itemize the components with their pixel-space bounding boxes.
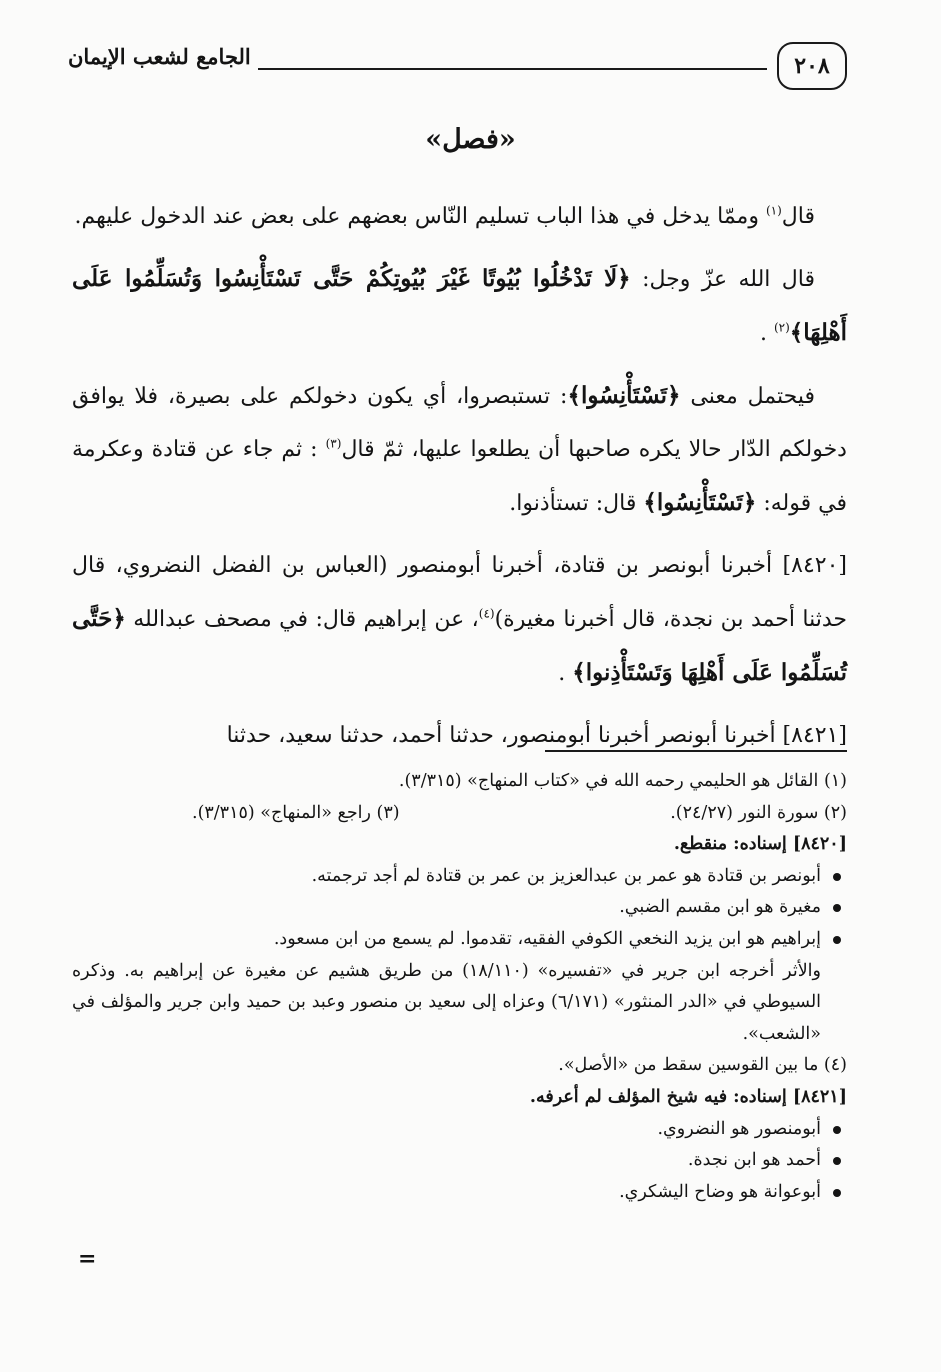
list-item: أبونصر بن قتادة هو عمر بن عبدالعزيز بن عمر بن قتادة لم أجد ترجمته. bbox=[72, 861, 847, 893]
quran-verse: ﴿حَتَّى تُسَلِّمُوا عَلَى أَهْلِهَا وَتَسْتَأْذِنوا﴾ bbox=[72, 605, 847, 686]
footnote-ref-4[interactable]: (٤) bbox=[478, 606, 495, 621]
footnote-ref-1[interactable]: (١) bbox=[765, 203, 782, 218]
page-number: ٢٠٨ bbox=[794, 53, 830, 79]
section-title: «فصل» bbox=[425, 124, 516, 155]
book-title: الجامع لشعب الإيمان bbox=[68, 44, 251, 69]
footnote-ref-2[interactable]: (٢) bbox=[773, 320, 790, 335]
footnote-8421-heading: [٨٤٢١] إسناده: فيه شيخ المؤلف لم أعرفه. bbox=[529, 1086, 847, 1107]
quran-word: ﴿تَسْتَأْنِسُوا﴾ bbox=[567, 382, 681, 409]
quran-verse: ﴿لَا تَدْخُلُوا بُيُوتًا غَيْرَ بُيُوتِكُمْ حَتَّى تَسْتَأْنِسُوا وَتُسَلِّمُوا عَلَى أَهْلِهَا﴾ bbox=[72, 265, 847, 346]
footnote-1: (١) القائل هو الحليمي رحمه الله في «كتاب المنهاج» (٣/٣١٥). bbox=[398, 771, 847, 791]
footnote-row-2-3 bbox=[72, 798, 847, 830]
header-rule bbox=[258, 68, 767, 70]
continuation-mark: = bbox=[78, 1246, 97, 1272]
footnotes bbox=[72, 766, 847, 1208]
footnote-4: (٤) ما بين القوسين سقط من «الأصل». bbox=[558, 1055, 847, 1076]
list-item: أبوعوانة هو وضاح اليشكري. bbox=[72, 1177, 847, 1209]
page-number-badge bbox=[777, 42, 847, 90]
footnote-3: (٣) راجع «المنهاج» (٣/٣١٥). bbox=[192, 802, 400, 823]
page-header bbox=[62, 36, 847, 100]
main-text bbox=[72, 190, 847, 771]
hadith-8420: [٨٤٢٠] أخبرنا أبونصر بن قتادة، أخبرنا أبومنصور (العباس بن الفضل النضروي، قال حدثنا أحمد بن نجدة، قال أخبرنا مغيرة)$^{(٤)}$، عن إبراهيم قال: في مصحف عبدالله ﴿حَتَّى تُسَلِّمُوا عَلَى أَهْلِهَا وَتَسْتَأْذِنوا﴾ . bbox=[72, 553, 847, 686]
list-item: إبراهيم هو ابن يزيد النخعي الكوفي الفقيه، تقدموا. لم يسمع من ابن مسعود. bbox=[72, 924, 847, 956]
list-item: أحمد هو ابن نجدة. bbox=[72, 1145, 847, 1177]
quran-word: ﴿تَسْتَأْنِسُوا﴾ bbox=[643, 489, 757, 516]
hadith-8421: [٨٤٢١] أخبرنا أبونصر أخبرنا أبومنصور، حدثنا أحمد، حدثنا سعيد، حدثنا bbox=[226, 723, 847, 748]
paragraph-2: قال الله عزّ وجل: ﴿لَا تَدْخُلُوا بُيُوتًا غَيْرَ بُيُوتِكُمْ حَتَّى تَسْتَأْنِسُوا وَتُسَلِّمُوا عَلَى أَهْلِهَا﴾$^{(٢)}$ . bbox=[72, 265, 847, 346]
footnote-ref-3[interactable]: (٣) bbox=[325, 436, 342, 451]
footnote-8420-text: والأثر أخرجه ابن جرير في «تفسيره» (١٨/١١٠) من طريق هشيم عن مغيرة عن إبراهيم به. وذكره السيوطي في «الدر المنثور» (٦/١٧١) وعزاه إلى سعيد بن منصور وعبد بن حميد وابن جرير والمؤلف في «الشعب». bbox=[72, 960, 822, 1044]
footnote-8420-heading: [٨٤٢٠] إسناده: منقطع. bbox=[673, 834, 847, 855]
list-item: مغيرة هو ابن مقسم الضبي. bbox=[72, 892, 847, 924]
list-item: أبومنصور هو النضروي. bbox=[72, 1114, 847, 1146]
footnote-separator bbox=[545, 750, 847, 752]
paragraph-3: فيحتمل معنى ﴿تَسْتَأْنِسُوا﴾: تستبصروا، أي يكون دخولكم على بصيرة، فلا يوافق دخولكم الدّار حالا يكره صاحبها أن يطلعوا عليها، ثمّ قال$^{(٣)}$ : ثم جاء عن قتادة وعكرمة في قوله: ﴿تَسْتَأْنِسُوا﴾ قال: تستأذنوا. bbox=[72, 382, 847, 516]
paragraph-1: قال$^{(١)}$ وممّا يدخل في هذا الباب تسليم النّاس بعضهم على بعض عند الدخول عليهم. bbox=[74, 203, 815, 229]
footnote-2: (٢) سورة النور (٢٤/٢٧). bbox=[670, 802, 847, 823]
